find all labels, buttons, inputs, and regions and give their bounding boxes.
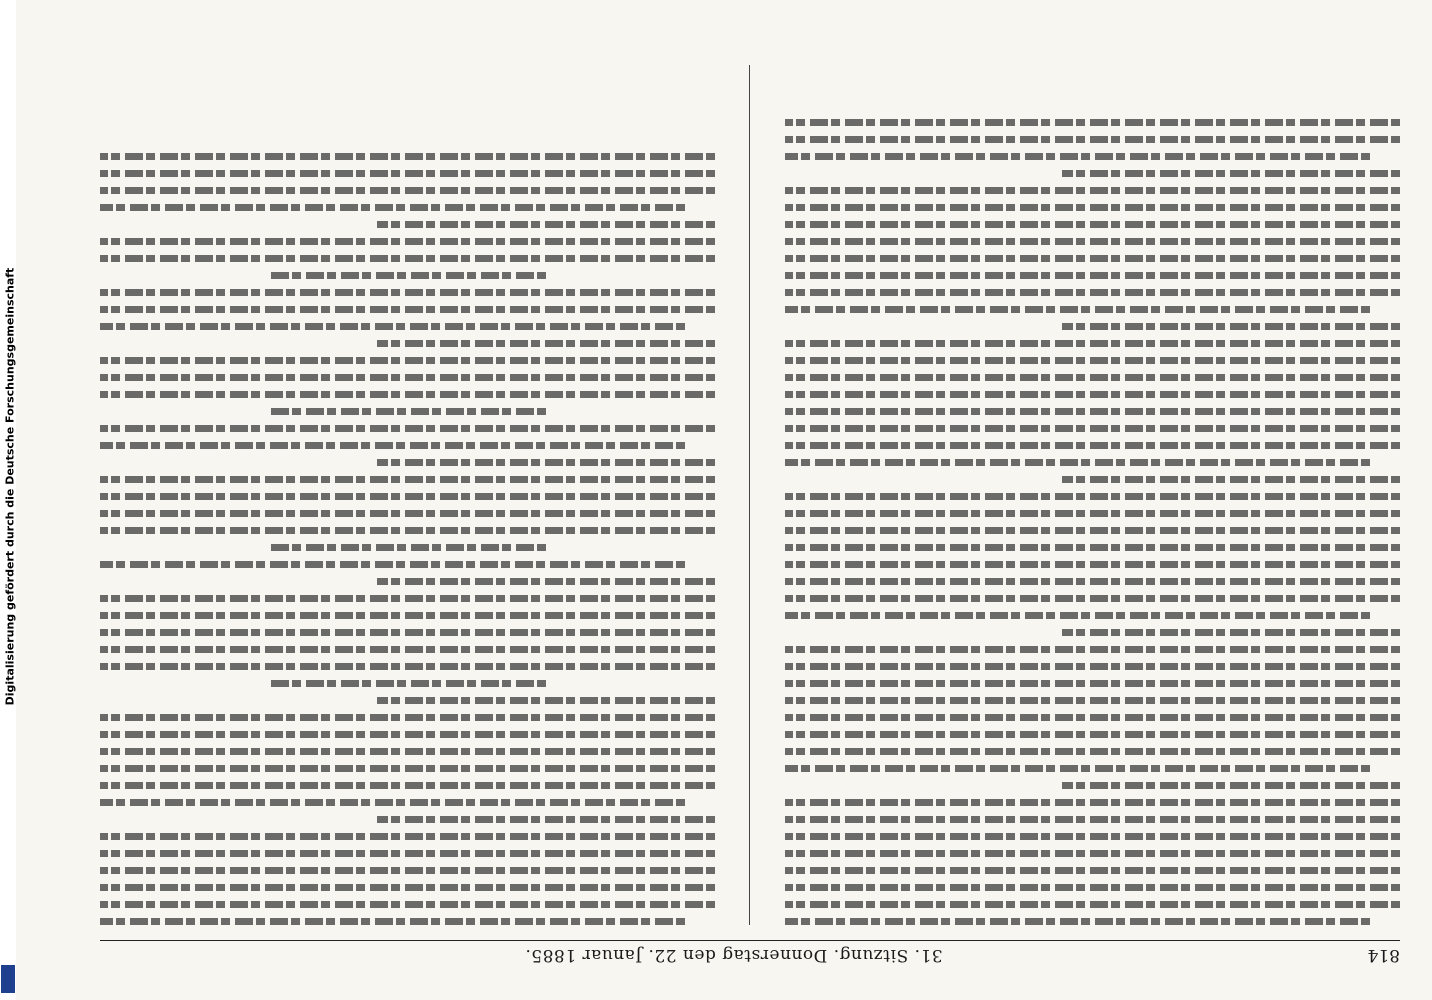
illegible-text-line	[785, 714, 1400, 721]
illegible-text-line	[100, 255, 715, 262]
illegible-text-line	[785, 425, 1400, 432]
illegible-text-line	[785, 561, 1400, 568]
illegible-text-line	[100, 323, 685, 330]
illegible-text-line	[269, 680, 546, 687]
illegible-text-line	[269, 272, 546, 279]
illegible-text-line	[785, 748, 1400, 755]
illegible-text-line	[785, 408, 1400, 415]
illegible-text-line	[785, 918, 1370, 925]
illegible-text-line	[785, 442, 1400, 449]
illegible-text-line	[100, 153, 715, 160]
illegible-text-line	[377, 459, 715, 466]
illegible-text-line	[377, 697, 715, 704]
illegible-text-line	[100, 510, 715, 517]
scanned-page	[100, 55, 1400, 980]
illegible-text-line	[785, 510, 1400, 517]
illegible-text-line	[785, 357, 1400, 364]
illegible-text-line	[785, 374, 1400, 381]
digitization-credit-strip	[0, 0, 16, 1000]
illegible-text-line	[100, 442, 685, 449]
illegible-text-line	[1062, 476, 1400, 483]
text-column-left	[785, 65, 1400, 925]
illegible-text-line	[785, 204, 1400, 211]
illegible-text-line	[785, 306, 1370, 313]
illegible-text-line	[100, 425, 715, 432]
illegible-text-line	[100, 731, 715, 738]
illegible-text-line	[100, 799, 685, 806]
illegible-text-line	[100, 850, 715, 857]
illegible-text-line	[785, 578, 1400, 585]
illegible-text-line	[377, 340, 715, 347]
illegible-text-line	[269, 408, 546, 415]
illegible-text-line	[100, 646, 715, 653]
illegible-text-line	[100, 357, 715, 364]
illegible-text-line	[100, 527, 715, 534]
illegible-text-line	[785, 136, 1400, 143]
illegible-text-line	[100, 765, 715, 772]
illegible-text-line	[100, 170, 715, 177]
illegible-text-line	[100, 391, 715, 398]
dfg-logo	[1, 965, 15, 993]
illegible-text-line	[100, 629, 715, 636]
illegible-text-line	[785, 153, 1370, 160]
text-column-right	[100, 65, 715, 925]
illegible-text-line	[785, 850, 1400, 857]
illegible-text-line	[785, 799, 1400, 806]
illegible-text-line	[785, 595, 1400, 602]
illegible-text-line	[100, 595, 715, 602]
illegible-text-line	[785, 816, 1400, 823]
illegible-text-line	[785, 646, 1400, 653]
illegible-text-line	[785, 221, 1400, 228]
illegible-text-line	[785, 493, 1400, 500]
illegible-text-line	[1062, 629, 1400, 636]
illegible-text-line	[100, 663, 715, 670]
illegible-text-line	[785, 901, 1400, 908]
illegible-text-line	[785, 867, 1400, 874]
illegible-text-line	[100, 204, 685, 211]
column-rule	[749, 65, 750, 925]
illegible-text-line	[100, 561, 685, 568]
illegible-text-line	[785, 697, 1400, 704]
illegible-text-line	[100, 748, 715, 755]
illegible-text-line	[785, 527, 1400, 534]
illegible-text-line	[377, 221, 715, 228]
illegible-text-line	[785, 255, 1400, 262]
illegible-text-line	[1062, 782, 1400, 789]
illegible-text-line	[785, 612, 1370, 619]
illegible-text-line	[785, 765, 1370, 772]
illegible-text-line	[785, 833, 1400, 840]
digitization-credit: Digitalisierung gefördert durch die Deutsche Forschungsgemeinschaft	[3, 267, 17, 706]
illegible-text-line	[100, 782, 715, 789]
illegible-text-line	[100, 493, 715, 500]
illegible-text-line	[100, 374, 715, 381]
illegible-text-line	[1062, 323, 1400, 330]
illegible-text-line	[785, 391, 1400, 398]
illegible-text-line	[100, 187, 715, 194]
illegible-text-line	[377, 816, 715, 823]
illegible-text-line	[100, 833, 715, 840]
illegible-text-line	[785, 884, 1400, 891]
illegible-text-line	[100, 918, 685, 925]
illegible-text-line	[785, 119, 1400, 126]
illegible-text-line	[377, 578, 715, 585]
illegible-text-line	[100, 714, 715, 721]
illegible-text-line	[100, 289, 715, 296]
illegible-text-line	[785, 340, 1400, 347]
illegible-text-line	[785, 272, 1400, 279]
illegible-text-line	[785, 663, 1400, 670]
illegible-text-line	[100, 476, 715, 483]
illegible-text-line	[785, 680, 1400, 687]
illegible-text-line	[100, 238, 715, 245]
illegible-text-line	[100, 612, 715, 619]
illegible-text-line	[1062, 170, 1400, 177]
illegible-text-line	[100, 884, 715, 891]
illegible-text-line	[785, 289, 1400, 296]
illegible-text-line	[785, 731, 1400, 738]
illegible-text-line	[785, 544, 1400, 551]
illegible-text-line	[100, 901, 715, 908]
illegible-text-line	[785, 187, 1400, 194]
illegible-text-line	[785, 238, 1400, 245]
running-head: 31. Sitzung. Donnerstag den 22. Januar 1885.	[524, 945, 943, 965]
illegible-text-line	[269, 544, 546, 551]
illegible-text-line	[785, 459, 1370, 466]
page-number: 814	[1367, 945, 1400, 965]
illegible-text-line	[100, 306, 715, 313]
illegible-text-line	[100, 867, 715, 874]
page-header	[100, 940, 1400, 980]
